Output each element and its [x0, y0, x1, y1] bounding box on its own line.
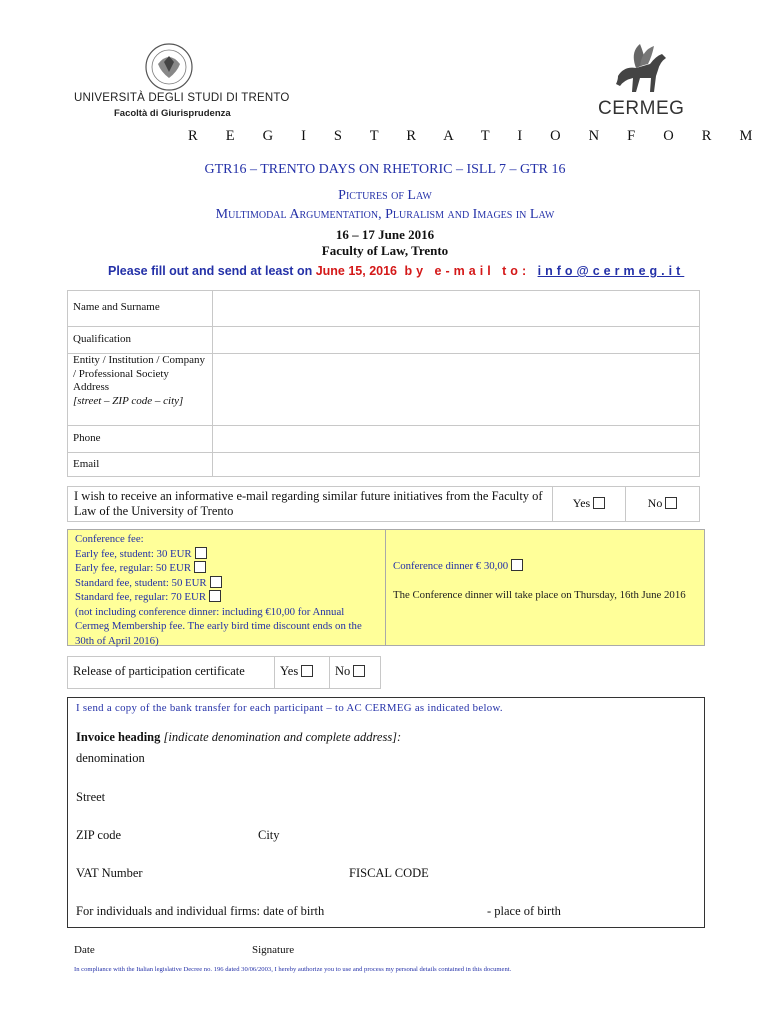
name-label: Name and Surname	[68, 291, 213, 327]
university-crest-icon	[144, 42, 194, 92]
event-subtitle-2: Multimodal Argumentation, Pluralism and Images in Law	[215, 207, 555, 222]
vat-field[interactable]: VAT Number	[76, 866, 143, 880]
submission-instructions	[108, 264, 684, 278]
fee-note: (not including conference dinner: including €10,00 for Annual Cermeg Membership fee. The early bird time discount ends on the 30th of April 2016)	[75, 605, 362, 647]
table-row	[68, 327, 700, 354]
certificate-label: Release of participation certificate	[67, 656, 275, 689]
event-venue: Faculty of Law, Trento	[321, 243, 449, 258]
fee-option[interactable]	[75, 590, 378, 605]
signature-label: Signature	[252, 944, 295, 956]
entity-label-cell	[68, 354, 213, 426]
invoice-section	[67, 697, 705, 928]
table-row	[68, 453, 700, 477]
fee-option[interactable]	[75, 576, 378, 591]
certificate-no-option[interactable]	[330, 656, 381, 689]
newsletter-no-label: No	[647, 496, 663, 510]
dinner-label: Conference dinner € 30,00	[393, 560, 509, 572]
newsletter-consent	[67, 486, 700, 522]
fee-early-regular-checkbox[interactable]	[194, 561, 206, 573]
newsletter-yes-option[interactable]	[553, 486, 626, 522]
table-row	[68, 291, 700, 327]
conference-fee-options	[68, 530, 386, 645]
deadline-date: June 15, 2016	[315, 264, 398, 278]
fee-option-label: Standard fee, regular: 70 EUR	[75, 591, 207, 603]
date-of-birth-field[interactable]: For individuals and individual firms: date of birth	[76, 904, 325, 918]
fee-option-label: Early fee, student: 30 EUR	[75, 547, 192, 560]
form-title: R E G I S T R A T I O N F O R M	[188, 128, 765, 144]
denomination-field[interactable]: denomination	[76, 751, 145, 765]
certificate-no-checkbox[interactable]	[353, 665, 365, 677]
fee-heading: Conference fee:	[75, 533, 144, 545]
event-title: GTR16 – TRENTO DAYS ON RHETORIC – ISLL 7 – GTR 16	[204, 162, 566, 177]
certificate-yes-label: Yes	[280, 664, 299, 678]
invoice-heading	[76, 730, 401, 745]
email-field[interactable]	[213, 453, 700, 477]
event-subtitle-1: Pictures of Law	[338, 188, 432, 203]
fee-option-label: Early fee, regular: 50 EUR	[75, 562, 192, 574]
fee-option[interactable]	[75, 547, 378, 562]
fiscal-code-field[interactable]: FISCAL CODE	[349, 866, 429, 880]
qualification-field[interactable]	[213, 327, 700, 354]
cermeg-wordmark: CERMEG	[598, 98, 685, 119]
certificate-no-label: No	[335, 664, 351, 678]
street-field[interactable]: Street	[76, 790, 106, 804]
instructions-by-email: by e-mail to:	[397, 264, 538, 278]
dinner-option[interactable]	[393, 559, 698, 574]
university-name: UNIVERSITÀ DEGLI STUDI DI TRENTO	[74, 92, 290, 104]
certificate-yes-option[interactable]	[275, 656, 330, 689]
table-row	[68, 354, 700, 426]
email-label: Email	[68, 453, 213, 477]
fee-section	[67, 529, 705, 646]
address-hint: [street – ZIP code – city]	[73, 394, 184, 407]
fee-standard-regular-checkbox[interactable]	[209, 590, 221, 602]
instructions-prefix: Please fill out and send at least on	[108, 264, 316, 278]
contact-email-link[interactable]: info@cermeg.it	[537, 264, 685, 278]
cermeg-logo	[596, 42, 696, 122]
invoice-heading-hint: [indicate denomination and complete address]:	[160, 730, 402, 744]
personal-info-table	[67, 290, 700, 477]
privacy-compliance-note: In compliance with the Italian legislative Decree no. 196 dated 30/06/2003, I hereby authorize you to use and process my personal details contained in this document.	[74, 966, 512, 973]
fee-option-label: Standard fee, student: 50 EUR	[75, 576, 207, 589]
certificate-request	[67, 656, 381, 689]
newsletter-yes-checkbox[interactable]	[593, 497, 605, 509]
zip-field[interactable]: ZIP code	[76, 828, 122, 842]
fee-early-student-checkbox[interactable]	[195, 547, 207, 559]
date-label: Date	[74, 944, 95, 956]
place-of-birth-field[interactable]: - place of birth	[487, 904, 561, 918]
phone-label: Phone	[68, 426, 213, 453]
university-logo	[74, 40, 290, 120]
event-dates: 16 – 17 June 2016	[335, 227, 435, 242]
qualification-label: Qualification	[68, 327, 213, 354]
faculty-name: Facoltà di Giurisprudenza	[114, 108, 231, 119]
dinner-note: The Conference dinner will take place on Thursday, 16th June 2016	[393, 588, 686, 601]
name-field[interactable]	[213, 291, 700, 327]
city-field[interactable]: City	[258, 828, 280, 842]
entity-address-field[interactable]	[213, 354, 700, 426]
pegasus-icon	[610, 42, 670, 96]
dinner-checkbox[interactable]	[511, 559, 523, 571]
address-label: Address	[73, 381, 110, 393]
newsletter-no-option[interactable]	[626, 486, 700, 522]
table-row	[68, 426, 700, 453]
phone-field[interactable]	[213, 426, 700, 453]
newsletter-yes-label: Yes	[572, 496, 591, 510]
newsletter-question: I wish to receive an informative e-mail regarding similar future initiatives from the Faculty of Law of the University of Trento	[67, 486, 553, 522]
bank-transfer-note: I send a copy of the bank transfer for each participant – to AC CERMEG as indicated below.	[76, 702, 503, 714]
fee-standard-student-checkbox[interactable]	[210, 576, 222, 588]
conference-dinner-section	[387, 530, 704, 645]
certificate-yes-checkbox[interactable]	[301, 665, 313, 677]
newsletter-no-checkbox[interactable]	[665, 497, 677, 509]
invoice-heading-label: Invoice heading	[76, 730, 161, 744]
entity-label: Entity / Institution / Company / Professional Society	[73, 354, 205, 380]
fee-option[interactable]	[75, 561, 378, 576]
